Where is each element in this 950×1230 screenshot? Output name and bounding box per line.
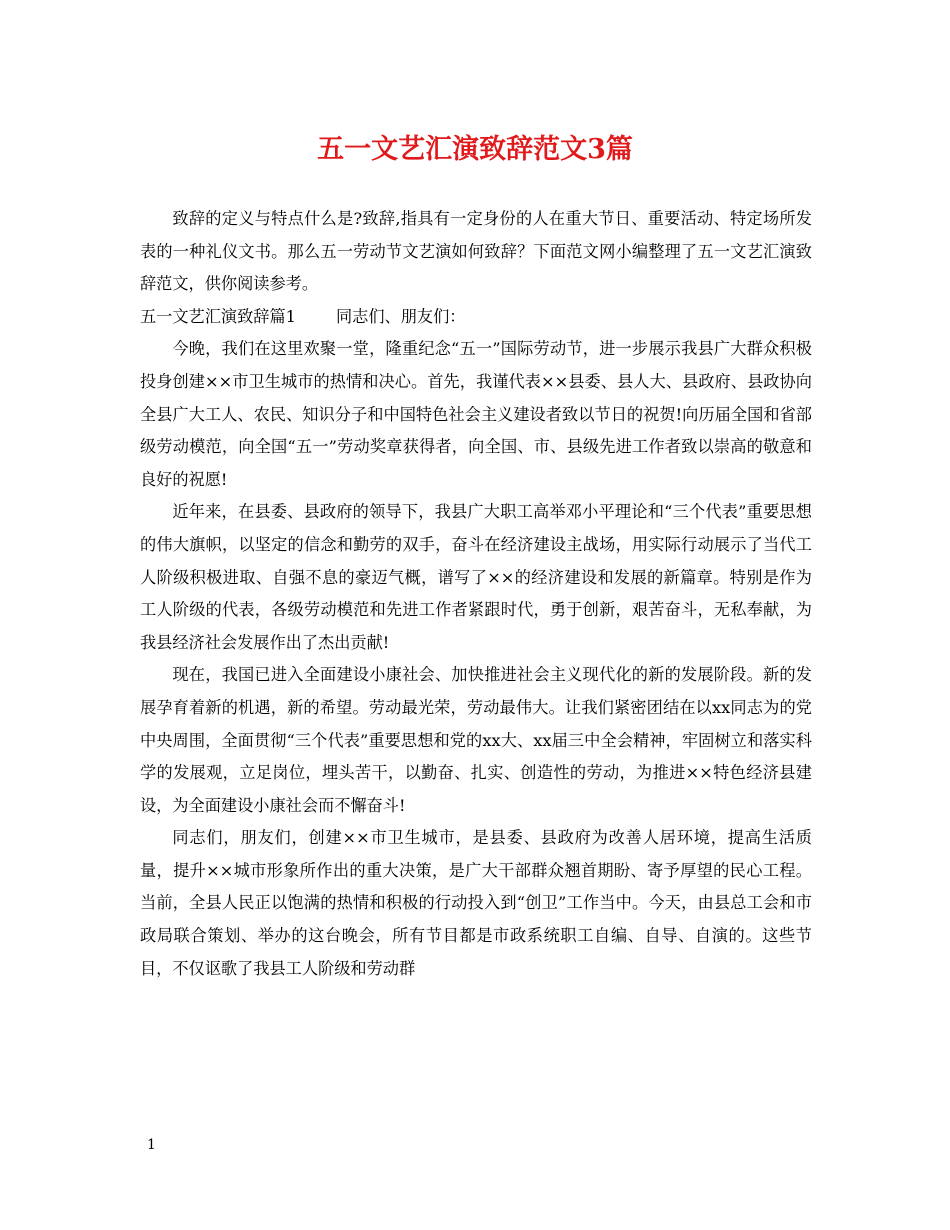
- body-paragraph: 同志们，朋友们，创建××市卫生城市，是县委、县政府为改善人居环境，提高生活质量，提升××城市形象所作出的重大决策，是广大干部群众翘首期盼、寄予厚望的民心工程。当前，全县人民正以饱满的热情和积极的行动投入到“创卫”工作当中。今天，由县总工会和市政局联合策划、举办的这台晚会，所有节目都是市政系统职工自编、自导、自演的。这些节目，不仅讴歌了我县工人阶级和劳动群: [140, 828, 812, 978]
- section-heading: 五一文艺汇演致辞篇1: [140, 306, 296, 326]
- salutation: 同志们、朋友们：: [336, 306, 466, 326]
- body-paragraph: 近年来，在县委、县政府的领导下，我县广大职工高举邓小平理论和“三个代表”重要思想的伟大旗帜，以坚定的信念和勤劳的双手，奋斗在经济建设主战场，用实际行动展示了当代工人阶级积极进取、自强不息的豪迈气概，谱写了××的经济建设和发展的新篇章。特别是作为工人阶级的代表，各级劳动模范和先进工作者紧跟时代，勇于创新，艰苦奋斗，无私奉献，为我县经济社会发展作出了杰出贡献!: [140, 502, 812, 652]
- document-title: 五一文艺汇演致辞范文3篇: [317, 134, 633, 165]
- page-number: 1: [147, 1137, 156, 1153]
- body-paragraph: 现在，我国已进入全面建设小康社会、加快推进社会主义现代化的新的发展阶段。新的发展孕育着新的机遇，新的希望。劳动最光荣，劳动最伟大。让我们紧密团结在以xx同志为的党中央周围，全面贯彻“三个代表”重要思想和党的xx大、xx届三中全会精神，牢固树立和落实科学的发展观，立足岗位，埋头苦干，以勤奋、扎实、创造性的劳动，为推进××特色经济县建设，为全面建设小康社会而不懈奋斗!: [140, 665, 812, 815]
- section-heading-line: [140, 301, 812, 334]
- intro-paragraph: 致辞的定义与特点什么是?致辞,指具有一定身份的人在重大节日、重要活动、特定场所发表的一种礼仪文书。那么五一劳动节文艺演如何致辞？下面范文网小编整理了五一文艺汇演致辞范文，供你阅读参考。: [140, 209, 812, 294]
- document-body: [140, 203, 812, 985]
- body-paragraph: 今晚，我们在这里欢聚一堂，隆重纪念“五一”国际劳动节，进一步展示我县广大群众积极投身创建××市卫生城市的热情和决心。首先，我谨代表××县委、县人大、县政府、县政协向全县广大工人、农民、知识分子和中国特色社会主义建设者致以节日的祝贺!向历届全国和省部级劳动模范，向全国“五一”劳动奖章获得者，向全国、市、县级先进工作者致以崇高的敬意和良好的祝愿!: [140, 339, 812, 489]
